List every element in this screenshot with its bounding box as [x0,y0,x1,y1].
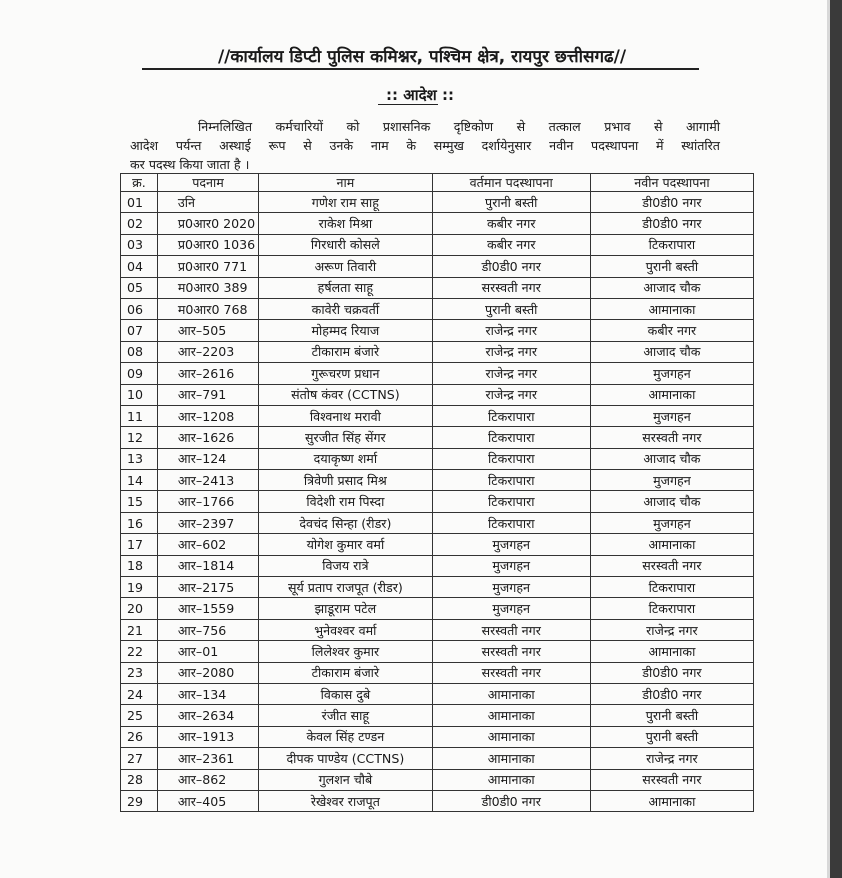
cell-new-posting: सरस्वती नगर [590,555,753,576]
cell-name: संतोष कंवर (CCTNS) [259,384,432,405]
cell-name: झाडूराम पटेल [259,598,432,619]
cell-current-posting: राजेन्द्र नगर [432,320,590,341]
cell-new-posting: पुरानी बस्ती [590,705,753,726]
cell-new-posting: आजाद चौक [590,277,753,298]
cell-designation: आर–1626 [157,427,258,448]
cell-current-posting: पुरानी बस्ती [432,192,590,213]
cell-sr-no: 19 [121,577,158,598]
table-row [121,341,754,362]
cell-designation: आर–1766 [157,491,258,512]
cell-new-posting: आजाद चौक [590,448,753,469]
cell-sr-no: 13 [121,448,158,469]
table-row [121,705,754,726]
cell-sr-no: 14 [121,470,158,491]
cell-current-posting: टिकरापारा [432,448,590,469]
cell-sr-no: 28 [121,769,158,790]
table-row [121,384,754,405]
cell-sr-no: 29 [121,790,158,811]
cell-name: गुलशन चौबे [259,769,432,790]
cell-designation: म0आर0 389 [157,277,258,298]
cell-name: लिलेश्वर कुमार [259,641,432,662]
table-row [121,534,754,555]
cell-current-posting: टिकरापारा [432,512,590,533]
cell-current-posting: डी0डी0 नगर [432,256,590,277]
table-row [121,641,754,662]
cell-new-posting: आजाद चौक [590,341,753,362]
cell-current-posting: टिकरापारा [432,427,590,448]
cell-current-posting: राजेन्द्र नगर [432,384,590,405]
cell-current-posting: आमानाका [432,748,590,769]
cell-sr-no: 18 [121,555,158,576]
cell-new-posting: टिकरापारा [590,598,753,619]
cell-current-posting: टिकरापारा [432,491,590,512]
cell-designation: आर–756 [157,619,258,640]
cell-designation: आर–2397 [157,512,258,533]
cell-new-posting: टिकरापारा [590,577,753,598]
cell-designation: आर–2616 [157,363,258,384]
order-underline [378,104,438,105]
cell-sr-no: 12 [121,427,158,448]
table-row [121,555,754,576]
cell-designation: आर–134 [157,683,258,704]
table-row [121,491,754,512]
table-header-row [121,174,754,192]
cell-new-posting: कबीर नगर [590,320,753,341]
cell-new-posting: पुरानी बस्ती [590,256,753,277]
cell-sr-no: 21 [121,619,158,640]
table-row [121,277,754,298]
table-row [121,598,754,619]
cell-designation: आर–124 [157,448,258,469]
cell-designation: आर–602 [157,534,258,555]
cell-name: टीकाराम बंजारे [259,341,432,362]
cell-name: योगेश कुमार वर्मा [259,534,432,555]
cell-sr-no: 17 [121,534,158,555]
cell-designation: उनि [157,192,258,213]
table-row [121,790,754,811]
cell-new-posting: डी0डी0 नगर [590,213,753,234]
cell-name: गणेश राम साहू [259,192,432,213]
cell-current-posting: पुरानी बस्ती [432,298,590,319]
cell-name: मोहम्मद रियाज [259,320,432,341]
cell-sr-no: 24 [121,683,158,704]
table-row [121,662,754,683]
table-row [121,427,754,448]
cell-sr-no: 07 [121,320,158,341]
cell-designation: आर–1814 [157,555,258,576]
table-row [121,192,754,213]
cell-current-posting: सरस्वती नगर [432,641,590,662]
table-row [121,619,754,640]
cell-designation: आर–505 [157,320,258,341]
cell-designation: प्र0आर0 2020 [157,213,258,234]
cell-new-posting: मुजगहन [590,363,753,384]
order-paragraph [130,117,720,174]
table-row [121,769,754,790]
cell-current-posting: आमानाका [432,683,590,704]
cell-new-posting: मुजगहन [590,512,753,533]
cell-sr-no: 20 [121,598,158,619]
cell-new-posting: डी0डी0 नगर [590,192,753,213]
cell-name: राकेश मिश्रा [259,213,432,234]
cell-sr-no: 05 [121,277,158,298]
cell-current-posting: मुजगहन [432,577,590,598]
cell-designation: आर–2634 [157,705,258,726]
cell-current-posting: आमानाका [432,726,590,747]
order-heading: :: आदेश :: [386,86,454,104]
cell-new-posting: आमानाका [590,298,753,319]
cell-sr-no: 16 [121,512,158,533]
cell-new-posting: सरस्वती नगर [590,769,753,790]
cell-current-posting: सरस्वती नगर [432,619,590,640]
cell-name: त्रिवेणी प्रसाद मिश्र [259,470,432,491]
cell-new-posting: राजेन्द्र नगर [590,619,753,640]
cell-current-posting: आमानाका [432,705,590,726]
cell-current-posting: सरस्वती नगर [432,277,590,298]
cell-designation: म0आर0 768 [157,298,258,319]
cell-designation: आर–1208 [157,405,258,426]
cell-current-posting: कबीर नगर [432,213,590,234]
cell-name: रंजीत साहू [259,705,432,726]
title-underline [142,68,699,70]
cell-designation: आर–2361 [157,748,258,769]
header-current-posting: वर्तमान पदस्थापना [432,174,590,192]
cell-current-posting: राजेन्द्र नगर [432,363,590,384]
table-row [121,683,754,704]
table-row [121,298,754,319]
cell-current-posting: सरस्वती नगर [432,662,590,683]
cell-new-posting: आजाद चौक [590,491,753,512]
table-row [121,448,754,469]
cell-designation: प्र0आर0 771 [157,256,258,277]
paragraph-line: कर पदस्थ किया जाता है । [130,157,250,172]
cell-sr-no: 23 [121,662,158,683]
cell-sr-no: 15 [121,491,158,512]
table-row [121,748,754,769]
cell-designation: आर–2203 [157,341,258,362]
cell-current-posting: डी0डी0 नगर [432,790,590,811]
table-row [121,320,754,341]
cell-sr-no: 04 [121,256,158,277]
cell-name: हर्षलता साहू [259,277,432,298]
cell-name: दीपक पाण्डेय (CCTNS) [259,748,432,769]
cell-current-posting: टिकरापारा [432,405,590,426]
cell-name: दयाकृष्ण शर्मा [259,448,432,469]
cell-name: विश्वनाथ मरावी [259,405,432,426]
cell-name: टीकाराम बंजारे [259,662,432,683]
cell-name: विजय रात्रे [259,555,432,576]
cell-current-posting: राजेन्द्र नगर [432,341,590,362]
cell-sr-no: 09 [121,363,158,384]
cell-name: रेखेश्वर राजपूत [259,790,432,811]
cell-sr-no: 08 [121,341,158,362]
cell-sr-no: 01 [121,192,158,213]
cell-new-posting: आमानाका [590,790,753,811]
table-row [121,577,754,598]
cell-designation: आर–2175 [157,577,258,598]
table-row [121,726,754,747]
cell-current-posting: मुजगहन [432,534,590,555]
cell-designation: आर–1913 [157,726,258,747]
cell-designation: आर–2413 [157,470,258,491]
cell-current-posting: आमानाका [432,769,590,790]
cell-designation: आर–2080 [157,662,258,683]
cell-current-posting: टिकरापारा [432,470,590,491]
cell-name: विकास दुबे [259,683,432,704]
office-title: //कार्यालय डिप्टी पुलिस कमिश्नर, पश्चिम क्षेत्र, रायपुर छत्तीसगढ// [217,47,627,67]
cell-new-posting: पुरानी बस्ती [590,726,753,747]
cell-name: गिरधारी कोसले [259,234,432,255]
cell-new-posting: मुजगहन [590,405,753,426]
cell-sr-no: 22 [121,641,158,662]
cell-new-posting: डी0डी0 नगर [590,662,753,683]
cell-new-posting: आमानाका [590,534,753,555]
cell-current-posting: कबीर नगर [432,234,590,255]
cell-current-posting: मुजगहन [432,598,590,619]
cell-name: सुरजीत सिंह सेंगर [259,427,432,448]
cell-new-posting: सरस्वती नगर [590,427,753,448]
cell-designation: आर–791 [157,384,258,405]
header-name: नाम [259,174,432,192]
background-edge [830,0,842,878]
cell-current-posting: मुजगहन [432,555,590,576]
cell-sr-no: 11 [121,405,158,426]
transfer-table [120,173,754,812]
table-row [121,234,754,255]
cell-sr-no: 25 [121,705,158,726]
header-designation: पदनाम [157,174,258,192]
cell-name: गुरूचरण प्रधान [259,363,432,384]
cell-new-posting: आमानाका [590,641,753,662]
cell-sr-no: 26 [121,726,158,747]
paragraph-line: निम्नलिखित कर्मचारियों को प्रशासनिक दृष्टिकोण से तत्काल प्रभाव से आगामी [198,119,720,134]
cell-name: अरूण तिवारी [259,256,432,277]
cell-sr-no: 06 [121,298,158,319]
cell-designation: आर–01 [157,641,258,662]
cell-sr-no: 10 [121,384,158,405]
cell-name: भुनेवश्वर वर्मा [259,619,432,640]
table-row [121,405,754,426]
cell-name: विदेशी राम पिस्दा [259,491,432,512]
table-row [121,363,754,384]
table-row [121,213,754,234]
cell-sr-no: 27 [121,748,158,769]
cell-new-posting: राजेन्द्र नगर [590,748,753,769]
cell-designation: आर–862 [157,769,258,790]
table-row [121,256,754,277]
table-row [121,512,754,533]
header-new-posting: नवीन पदस्थापना [590,174,753,192]
cell-new-posting: आमानाका [590,384,753,405]
cell-name: कावेरी चक्रवर्ती [259,298,432,319]
cell-new-posting: टिकरापारा [590,234,753,255]
cell-name: केवल सिंह टण्डन [259,726,432,747]
cell-designation: आर–1559 [157,598,258,619]
cell-sr-no: 03 [121,234,158,255]
table-row [121,470,754,491]
cell-new-posting: डी0डी0 नगर [590,683,753,704]
cell-sr-no: 02 [121,213,158,234]
header-sr-no: क्र. [121,174,158,192]
cell-designation: प्र0आर0 1036 [157,234,258,255]
paragraph-line: आदेश पर्यन्त अस्थाई रूप से उनके नाम के सम्मुख दर्शायेनुसार नवीन पदस्थापना में स्थांतरित [130,138,720,153]
cell-designation: आर–405 [157,790,258,811]
cell-name: सूर्य प्रताप राजपूत (रीडर) [259,577,432,598]
cell-name: देवचंद सिन्हा (रीडर) [259,512,432,533]
cell-new-posting: मुजगहन [590,470,753,491]
